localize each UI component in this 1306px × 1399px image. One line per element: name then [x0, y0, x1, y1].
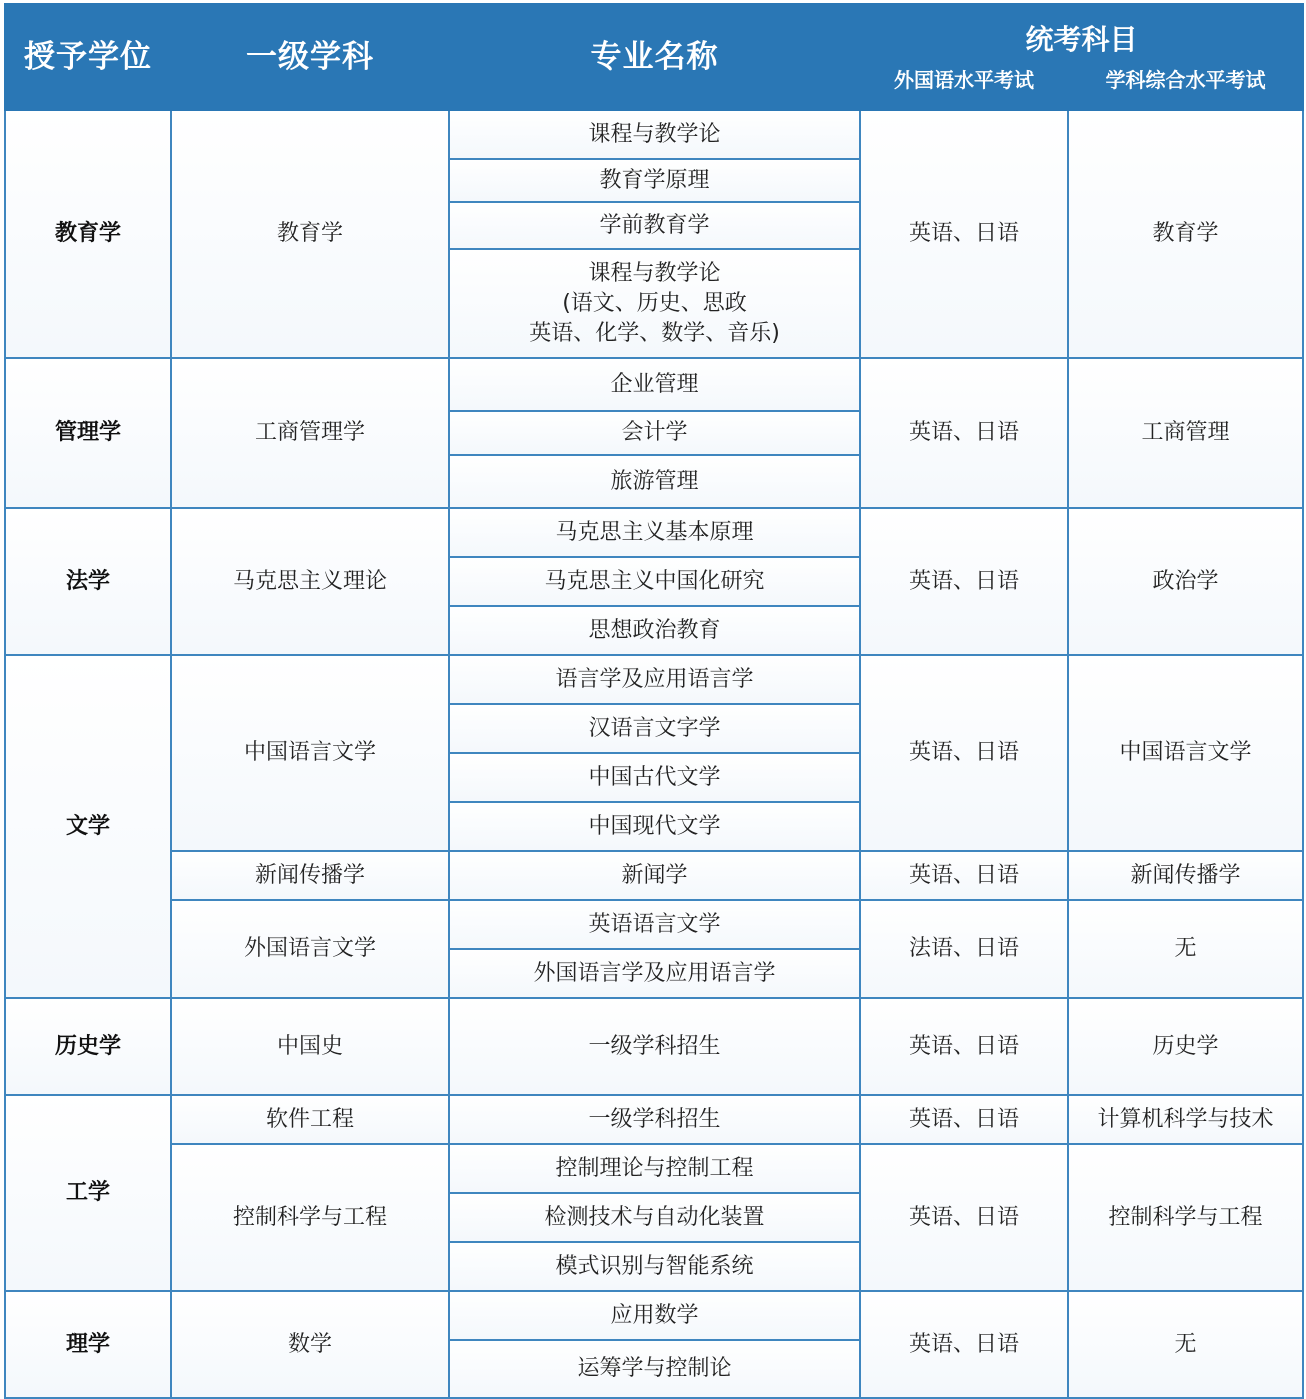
degree-cell: 教育学 [5, 110, 171, 358]
major-cell: 一级学科招生 [449, 1095, 860, 1144]
discipline-cell: 工商管理学 [171, 358, 449, 508]
foreign-language-cell: 英语、日语 [860, 998, 1068, 1095]
major-cell: 汉语言文字学 [449, 704, 860, 753]
major-cell: 思想政治教育 [449, 606, 860, 655]
comprehensive-cell: 控制科学与工程 [1068, 1144, 1303, 1291]
major-cell: 教育学原理 [449, 159, 860, 202]
table-row [5, 851, 1303, 900]
major-cell: 会计学 [449, 411, 860, 455]
header-major: 专业名称 [449, 4, 860, 110]
major-cell: 应用数学 [449, 1291, 860, 1340]
header-foreign-language: 外国语水平考试 [860, 60, 1068, 110]
discipline-cell: 马克思主义理论 [171, 508, 449, 655]
major-cell: 检测技术与自动化装置 [449, 1193, 860, 1242]
header-comprehensive: 学科综合水平考试 [1068, 60, 1303, 110]
major-cell: 旅游管理 [449, 455, 860, 508]
discipline-cell: 数学 [171, 1291, 449, 1398]
foreign-language-cell: 英语、日语 [860, 851, 1068, 900]
major-line: 课程与教学论 [588, 260, 721, 286]
table-body [5, 110, 1303, 1398]
foreign-language-cell: 英语、日语 [860, 1095, 1068, 1144]
comprehensive-cell: 中国语言文学 [1068, 655, 1303, 851]
foreign-language-cell: 英语、日语 [860, 358, 1068, 508]
comprehensive-cell: 历史学 [1068, 998, 1303, 1095]
major-cell: 课程与教学论 [449, 110, 860, 159]
major-cell: 中国现代文学 [449, 802, 860, 851]
major-cell: 语言学及应用语言学 [449, 655, 860, 704]
major-cell: 外国语言学及应用语言学 [449, 949, 860, 998]
discipline-cell: 中国史 [171, 998, 449, 1095]
major-cell-multiline [449, 249, 860, 358]
degree-cell: 文学 [5, 655, 171, 998]
comprehensive-cell: 工商管理 [1068, 358, 1303, 508]
major-cell: 中国古代文学 [449, 753, 860, 802]
table-row [5, 508, 1303, 557]
major-cell: 马克思主义基本原理 [449, 508, 860, 557]
table-row [5, 1144, 1303, 1193]
degree-cell: 管理学 [5, 358, 171, 508]
major-line: (语文、历史、思政 [562, 290, 747, 316]
comprehensive-cell: 新闻传播学 [1068, 851, 1303, 900]
major-cell: 学前教育学 [449, 202, 860, 249]
table-row [5, 110, 1303, 159]
major-cell: 英语语言文学 [449, 900, 860, 949]
table-row [5, 998, 1303, 1095]
major-cell: 运筹学与控制论 [449, 1340, 860, 1398]
degree-cell: 工学 [5, 1095, 171, 1291]
foreign-language-cell: 英语、日语 [860, 110, 1068, 358]
comprehensive-cell: 政治学 [1068, 508, 1303, 655]
foreign-language-cell: 英语、日语 [860, 1291, 1068, 1398]
major-cell: 企业管理 [449, 358, 860, 411]
major-line: 英语、化学、数学、音乐) [529, 320, 780, 346]
comprehensive-cell: 无 [1068, 1291, 1303, 1398]
table-header [5, 4, 1303, 110]
discipline-cell: 中国语言文学 [171, 655, 449, 851]
discipline-cell: 软件工程 [171, 1095, 449, 1144]
degree-cell: 历史学 [5, 998, 171, 1095]
major-cell: 新闻学 [449, 851, 860, 900]
degree-cell: 理学 [5, 1291, 171, 1398]
discipline-cell: 控制科学与工程 [171, 1144, 449, 1291]
comprehensive-cell: 计算机科学与技术 [1068, 1095, 1303, 1144]
discipline-cell: 新闻传播学 [171, 851, 449, 900]
comprehensive-cell: 无 [1068, 900, 1303, 998]
foreign-language-cell: 英语、日语 [860, 655, 1068, 851]
foreign-language-cell: 法语、日语 [860, 900, 1068, 998]
header-exam-group: 统考科目 [860, 4, 1303, 60]
discipline-cell: 外国语言文学 [171, 900, 449, 998]
header-degree: 授予学位 [5, 4, 171, 110]
comprehensive-cell: 教育学 [1068, 110, 1303, 358]
foreign-language-cell: 英语、日语 [860, 1144, 1068, 1291]
table-row [5, 358, 1303, 411]
major-cell: 马克思主义中国化研究 [449, 557, 860, 606]
table-row [5, 1291, 1303, 1340]
table-row [5, 1095, 1303, 1144]
major-cell: 控制理论与控制工程 [449, 1144, 860, 1193]
discipline-cell: 教育学 [171, 110, 449, 358]
major-cell: 模式识别与智能系统 [449, 1242, 860, 1291]
table-row [5, 655, 1303, 704]
major-cell: 一级学科招生 [449, 998, 860, 1095]
header-discipline: 一级学科 [171, 4, 449, 110]
degree-cell: 法学 [5, 508, 171, 655]
foreign-language-cell: 英语、日语 [860, 508, 1068, 655]
program-table [4, 3, 1304, 1399]
table-row [5, 900, 1303, 949]
